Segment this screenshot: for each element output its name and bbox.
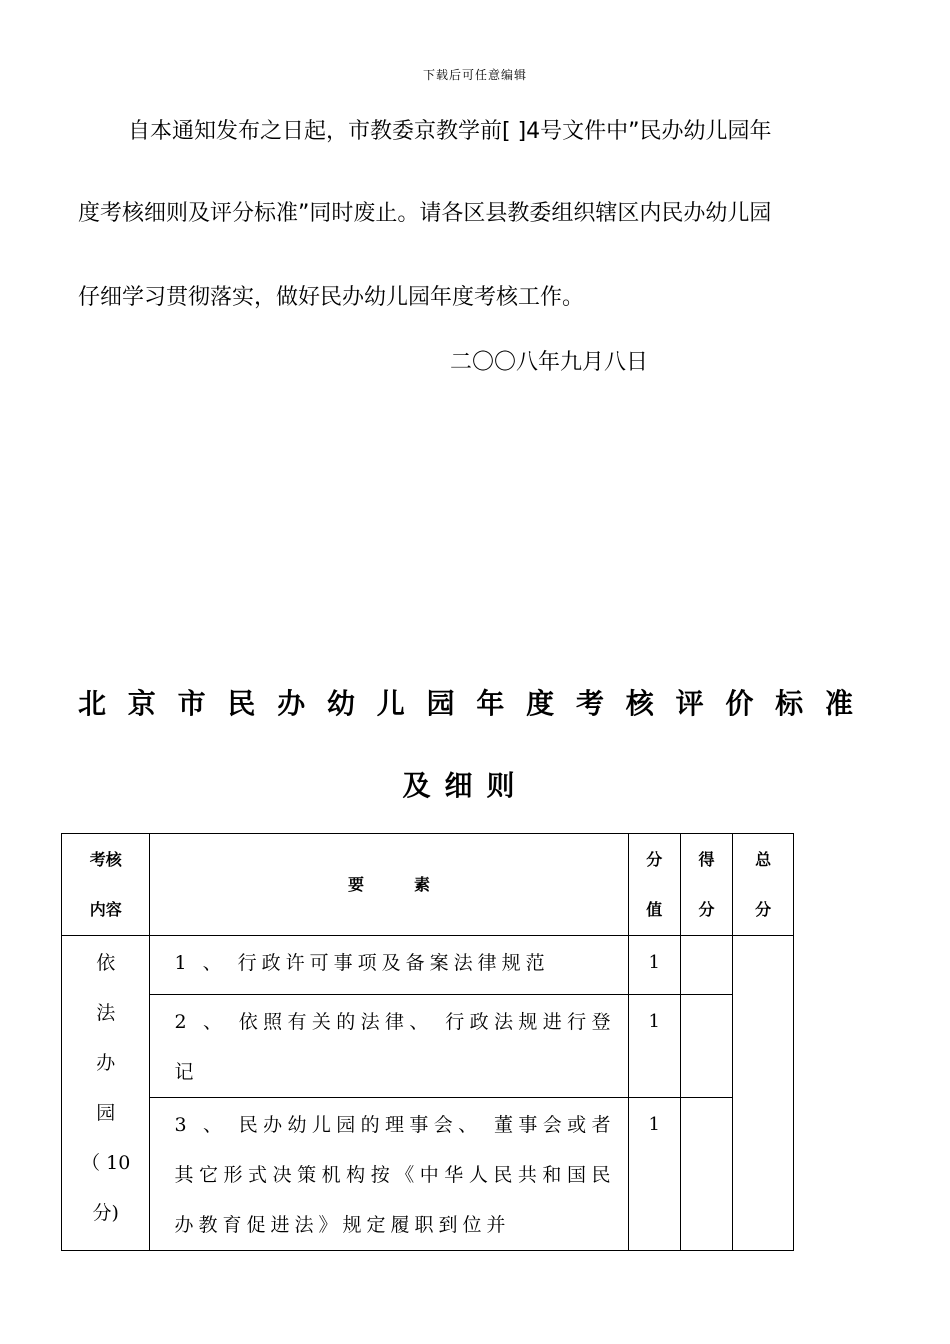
group-label-line: 办 — [96, 1052, 116, 1074]
criteria-table — [61, 833, 794, 1251]
header-content-line-1: 考核 — [89, 850, 122, 869]
value-cell: 1 — [628, 995, 680, 1098]
group-label-cell — [62, 936, 150, 1251]
header-value — [628, 834, 680, 936]
header-score-line-1: 得 — [698, 850, 715, 869]
header-score — [680, 834, 732, 936]
header-total-line-2: 分 — [755, 900, 772, 919]
header-content — [62, 834, 150, 936]
notice-line-1: 自本通知发布之日起，市教委京教学前[ ]4号文件中”民办幼儿园年 — [128, 119, 772, 144]
item-cell: 2 、 依照有关的法律、 行政法规进行登记 — [150, 995, 628, 1098]
score-cell — [680, 936, 732, 995]
table-header-row — [62, 834, 794, 936]
notice-date: 二〇〇八年九月八日 — [450, 350, 649, 375]
value-cell: 1 — [628, 936, 680, 995]
value-cell: 1 — [628, 1098, 680, 1251]
title-char: 度 — [526, 687, 555, 720]
title-char: 考 — [575, 687, 604, 720]
title-char: 市 — [177, 687, 206, 720]
header-value-line-1: 分 — [646, 850, 663, 869]
document-title-line-1 — [78, 682, 853, 722]
group-label-line: 分) — [92, 1202, 119, 1224]
title-char: 价 — [725, 687, 754, 720]
item-cell: 3 、 民办幼儿园的理事会、 董事会或者其它形式决策机构按《中华人民共和国民办教育促进法》规定履职到位并 — [150, 1098, 628, 1251]
title-char: 儿 — [376, 687, 405, 720]
title-char: 年 — [476, 687, 505, 720]
total-cell — [733, 936, 794, 1251]
title-char: 核 — [625, 687, 654, 720]
title-char: 幼 — [326, 687, 355, 720]
group-label-line: 法 — [96, 1002, 116, 1024]
header-note: 下载后可任意编辑 — [422, 68, 527, 82]
document-title-line-2: 及细则 — [402, 769, 529, 802]
header-content-line-2: 内容 — [89, 900, 122, 919]
group-label-line: （ 10 — [81, 1152, 131, 1174]
header-total-line-1: 总 — [755, 850, 772, 869]
table-row — [62, 1098, 794, 1251]
score-cell — [680, 1098, 732, 1251]
table-row — [62, 936, 794, 995]
title-char: 办 — [277, 687, 306, 720]
score-cell — [680, 995, 732, 1098]
table-row — [62, 995, 794, 1098]
item-cell: 1 、 行政许可事项及备案法律规范 — [150, 936, 628, 995]
group-label-line: 依 — [96, 952, 116, 974]
header-score-line-2: 分 — [698, 900, 715, 919]
title-char: 标 — [775, 687, 804, 720]
group-label-line: 园 — [96, 1102, 116, 1124]
notice-line-2: 度考核细则及评分标准”同时废止。请各区县教委组织辖区内民办幼儿园 — [78, 201, 772, 226]
header-total — [733, 834, 794, 936]
title-char: 北 — [78, 687, 107, 720]
notice-line-3: 仔细学习贯彻落实，做好民办幼儿园年度考核工作。 — [78, 285, 585, 310]
header-value-line-2: 值 — [646, 900, 663, 919]
title-char: 评 — [675, 687, 704, 720]
title-char: 京 — [127, 687, 156, 720]
title-char: 准 — [824, 687, 853, 720]
title-char: 园 — [426, 687, 455, 720]
title-char: 民 — [227, 687, 256, 720]
header-item: 要素 — [150, 834, 628, 936]
